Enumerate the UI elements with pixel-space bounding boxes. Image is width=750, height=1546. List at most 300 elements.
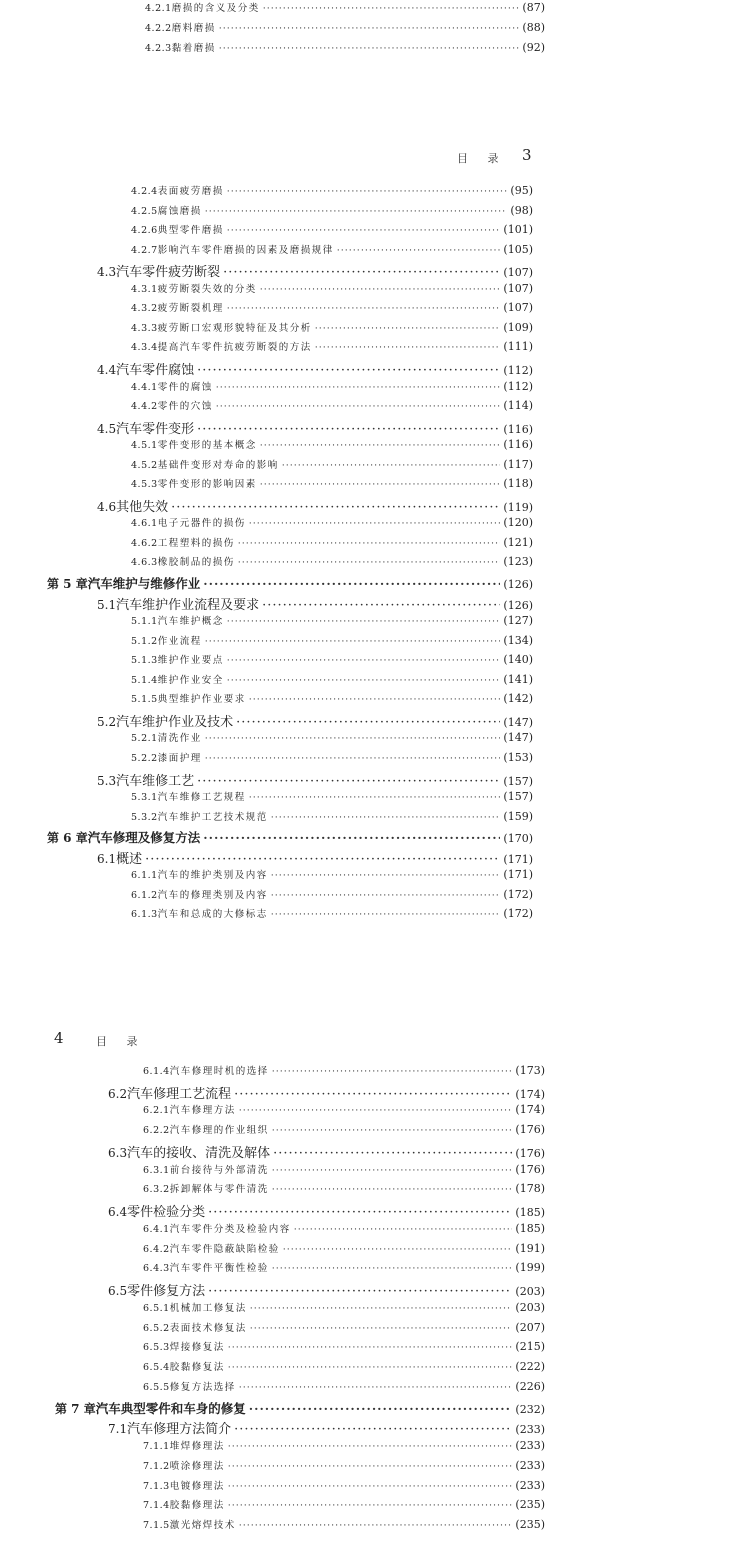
entry-number: 4.2.1 bbox=[145, 3, 172, 14]
entry-page: (95) bbox=[510, 184, 533, 197]
dot-leader bbox=[223, 265, 500, 280]
dot-leader bbox=[239, 1105, 513, 1116]
entry-page: (174) bbox=[515, 1087, 545, 1101]
toc-entry-sub bbox=[131, 789, 533, 803]
toc-entry-sub bbox=[145, 0, 545, 14]
dot-leader bbox=[228, 1342, 513, 1353]
entry-number: 6.3.2 bbox=[143, 1184, 170, 1196]
entry-title: 汽车零件疲劳断裂 bbox=[116, 265, 221, 281]
entry-title: 汽车修理的作业组织 bbox=[169, 1125, 269, 1137]
dot-leader bbox=[197, 363, 500, 378]
toc-entry-sub bbox=[131, 613, 533, 627]
entry-number: 4.4.2 bbox=[131, 401, 158, 413]
entry-page: (107) bbox=[503, 281, 533, 295]
entry-page: (157) bbox=[503, 774, 533, 788]
entry-number: 4.3.4 bbox=[131, 342, 158, 354]
dot-leader bbox=[219, 23, 520, 34]
entry-page: (121) bbox=[503, 535, 533, 549]
entry-title: 汽车典型零件和车身的修复 bbox=[95, 1400, 246, 1416]
entry-title: 零件的腐蚀 bbox=[157, 381, 213, 393]
entry-page: (88) bbox=[522, 20, 545, 34]
entry-page: (235) bbox=[515, 1498, 545, 1512]
entry-page: (170) bbox=[503, 832, 533, 846]
entry-page: (109) bbox=[503, 320, 533, 334]
toc-entry-sec bbox=[97, 594, 533, 613]
entry-page: (118) bbox=[503, 477, 533, 491]
toc-entry-sec bbox=[108, 1418, 545, 1437]
dot-leader bbox=[294, 1224, 513, 1235]
dot-leader bbox=[234, 1087, 512, 1102]
entry-page: (105) bbox=[503, 242, 533, 256]
entry-title: 零件的穴蚀 bbox=[157, 401, 213, 413]
dot-leader bbox=[315, 342, 501, 353]
entry-number: 6.5.5 bbox=[143, 1381, 170, 1393]
entry-title: 提高汽车零件抗疲劳断裂的方法 bbox=[157, 342, 312, 354]
entry-page: (92) bbox=[522, 40, 545, 54]
dot-leader bbox=[260, 284, 501, 295]
entry-number: 5.2.2 bbox=[131, 752, 158, 764]
entry-number: 6.5.3 bbox=[143, 1342, 170, 1354]
toc-entry-sub bbox=[131, 379, 533, 393]
entry-title: 汽车维护概念 bbox=[157, 616, 224, 628]
entry-number: 5.1.2 bbox=[131, 635, 158, 647]
entry-title: 焊接修复法 bbox=[169, 1342, 225, 1354]
toc-entry-sub bbox=[131, 242, 533, 256]
toc-entry-sub bbox=[143, 1458, 545, 1472]
toc-entry-sub bbox=[131, 437, 533, 451]
dot-leader bbox=[260, 479, 501, 490]
dot-leader bbox=[205, 733, 501, 744]
dot-leader bbox=[249, 792, 501, 803]
dot-leader bbox=[282, 460, 501, 471]
entry-number: 6.1.1 bbox=[131, 870, 158, 882]
entry-number: 第 6 章 bbox=[47, 831, 88, 846]
entry-title: 维护作业安全 bbox=[157, 674, 224, 686]
toc-entry-sec bbox=[97, 496, 533, 515]
entry-number: 5.1 bbox=[97, 597, 117, 612]
entry-page: (123) bbox=[503, 555, 533, 569]
entry-number: 6.2.1 bbox=[143, 1105, 170, 1117]
entry-page: (153) bbox=[503, 750, 533, 764]
dot-leader bbox=[208, 1284, 512, 1299]
entry-number: 6.5.4 bbox=[143, 1362, 170, 1374]
entry-number: 6.1.4 bbox=[143, 1066, 170, 1077]
dot-leader bbox=[249, 694, 501, 705]
entry-page: (111) bbox=[503, 340, 533, 354]
dot-leader bbox=[236, 715, 500, 730]
entry-number: 5.3.1 bbox=[131, 792, 158, 804]
entry-page: (174) bbox=[515, 1103, 545, 1117]
entry-number: 7.1.1 bbox=[143, 1441, 170, 1453]
entry-page: (126) bbox=[503, 598, 533, 612]
toc-entry-sub bbox=[143, 1517, 545, 1531]
toc-entry-sec bbox=[108, 1201, 545, 1220]
toc-entry-sec bbox=[97, 770, 533, 789]
entry-number: 6.3.1 bbox=[143, 1164, 170, 1176]
entry-title: 影响汽车零件磨损的因素及磨损规律 bbox=[157, 244, 334, 256]
dot-leader bbox=[227, 655, 501, 666]
toc-entry-sub bbox=[131, 730, 533, 744]
entry-title: 基础件变形对寿命的影响 bbox=[157, 459, 279, 471]
toc-entry-sub bbox=[131, 672, 533, 686]
entry-title: 表面疲劳磨损 bbox=[157, 186, 224, 197]
entry-page: (172) bbox=[503, 907, 533, 921]
dot-leader bbox=[262, 598, 500, 613]
toc-entry-sub bbox=[143, 1181, 545, 1195]
entry-page: (215) bbox=[515, 1340, 545, 1354]
dot-leader bbox=[238, 557, 501, 568]
entry-page: (232) bbox=[515, 1402, 545, 1416]
entry-number: 6.5.2 bbox=[143, 1322, 170, 1334]
entry-page: (233) bbox=[515, 1478, 545, 1492]
toc-entry-sub bbox=[131, 320, 533, 334]
entry-page: (107) bbox=[503, 301, 533, 315]
entry-page: (176) bbox=[515, 1146, 545, 1160]
entry-title: 汽车的修理类别及内容 bbox=[157, 889, 268, 901]
toc-entry-sub bbox=[131, 281, 533, 295]
entry-title: 修复方法选择 bbox=[169, 1381, 236, 1393]
toc-entry-sec bbox=[97, 359, 533, 378]
entry-number: 4.6 bbox=[97, 499, 117, 514]
entry-page: (112) bbox=[503, 379, 533, 393]
dot-leader bbox=[272, 1125, 513, 1136]
entry-title: 典型零件磨损 bbox=[157, 225, 224, 237]
entry-number: 4.3.3 bbox=[131, 322, 158, 334]
dot-leader bbox=[249, 1401, 513, 1416]
toc-entry-sub bbox=[143, 1241, 545, 1255]
entry-title: 汽车的接收、清洗及解体 bbox=[127, 1145, 271, 1161]
entry-title: 汽车维护与维修作业 bbox=[87, 576, 201, 591]
dot-leader bbox=[239, 1520, 513, 1531]
dot-leader bbox=[203, 830, 500, 845]
entry-number: 6.4.2 bbox=[143, 1243, 170, 1255]
entry-title: 堆焊修理法 bbox=[169, 1441, 225, 1453]
entry-title: 喷涂修理法 bbox=[169, 1460, 225, 1472]
toc-entry-sub bbox=[131, 535, 533, 549]
toc-entry-sub bbox=[131, 906, 533, 920]
entry-page: (171) bbox=[503, 868, 533, 882]
entry-title: 零件变形的影响因素 bbox=[157, 479, 257, 491]
dot-leader bbox=[238, 538, 501, 549]
entry-number: 7.1.2 bbox=[143, 1460, 170, 1472]
entry-number: 5.3.2 bbox=[131, 811, 158, 823]
toc-entry-sub bbox=[131, 691, 533, 705]
dot-leader bbox=[208, 1205, 512, 1220]
toc-entry-sub bbox=[131, 183, 533, 197]
toc-entry-sec bbox=[108, 1280, 545, 1299]
entry-title: 汽车零件分类及检验内容 bbox=[169, 1223, 291, 1235]
entry-page: (203) bbox=[515, 1300, 545, 1314]
dot-leader bbox=[227, 675, 501, 686]
entry-number: 第 5 章 bbox=[47, 577, 88, 591]
entry-number: 4.3 bbox=[97, 265, 117, 280]
toc-entry-sub bbox=[131, 515, 533, 529]
entry-page: (171) bbox=[503, 852, 533, 866]
entry-page: (114) bbox=[503, 399, 533, 413]
toc-entry-sub bbox=[143, 1320, 545, 1334]
toc-entry-sub bbox=[131, 750, 533, 764]
dot-leader bbox=[272, 1263, 513, 1274]
dot-leader bbox=[203, 576, 500, 591]
entry-number: 4.2.7 bbox=[131, 244, 158, 256]
entry-page: (176) bbox=[515, 1123, 545, 1137]
toc-entry-sub bbox=[143, 1300, 545, 1314]
dot-leader bbox=[216, 401, 501, 412]
entry-title: 汽车维护作业及技术 bbox=[116, 714, 234, 730]
dot-leader bbox=[260, 440, 501, 451]
entry-page: (87) bbox=[522, 1, 545, 14]
entry-number: 7.1.3 bbox=[143, 1480, 170, 1492]
entry-number: 4.5.3 bbox=[131, 479, 158, 491]
entry-page: (140) bbox=[503, 653, 533, 667]
entry-number: 7.1.5 bbox=[143, 1520, 170, 1532]
toc-entry-sub bbox=[131, 476, 533, 490]
toc-entry-sub bbox=[131, 398, 533, 412]
entry-title: 汽车的维护类别及内容 bbox=[157, 870, 268, 882]
entry-page: (120) bbox=[503, 516, 533, 530]
toc-entry-sub bbox=[131, 222, 533, 236]
running-header-page-number: 4 bbox=[54, 1029, 64, 1047]
entry-page: (142) bbox=[503, 692, 533, 706]
entry-number: 5.2.1 bbox=[131, 733, 158, 745]
entry-title: 电子元器件的损伤 bbox=[157, 518, 246, 530]
toc-entry-sec bbox=[97, 418, 533, 437]
entry-number: 4.5.1 bbox=[131, 440, 158, 452]
entry-number: 7.1 bbox=[108, 1422, 128, 1437]
dot-leader bbox=[228, 1441, 513, 1452]
entry-page: (185) bbox=[515, 1206, 545, 1220]
entry-title: 汽车修理及修复方法 bbox=[87, 830, 201, 846]
entry-number: 4.2.6 bbox=[131, 225, 158, 237]
dot-leader bbox=[272, 1066, 513, 1077]
dot-leader bbox=[227, 303, 501, 314]
entry-title: 黏着磨损 bbox=[171, 42, 216, 54]
dot-leader bbox=[271, 890, 501, 901]
entry-title: 其他失效 bbox=[116, 499, 169, 515]
toc-entry-sub bbox=[143, 1497, 545, 1511]
entry-title: 汽车修理时机的选择 bbox=[169, 1066, 269, 1077]
entry-title: 作业流程 bbox=[157, 635, 202, 647]
dot-leader bbox=[315, 323, 501, 334]
toc-entry-sub bbox=[143, 1162, 545, 1176]
entry-title: 汽车维护工艺技术规范 bbox=[157, 811, 268, 823]
entry-title: 磨损的含义及分类 bbox=[171, 3, 260, 14]
entry-page: (185) bbox=[515, 1221, 545, 1235]
entry-title: 汽车零件平衡性检验 bbox=[169, 1263, 269, 1275]
toc-entry-sub bbox=[131, 633, 533, 647]
entry-number: 第 7 章 bbox=[55, 1401, 96, 1416]
entry-page: (233) bbox=[515, 1423, 545, 1437]
entry-number: 4.4.1 bbox=[131, 381, 158, 393]
entry-number: 6.1 bbox=[97, 851, 117, 866]
entry-page: (235) bbox=[515, 1518, 545, 1532]
dot-leader bbox=[205, 636, 501, 647]
entry-title: 维护作业要点 bbox=[157, 655, 224, 667]
dot-leader bbox=[145, 852, 500, 867]
entry-title: 激光熔焊技术 bbox=[169, 1520, 236, 1532]
entry-number: 4.3.2 bbox=[131, 303, 158, 315]
entry-page: (107) bbox=[503, 266, 533, 280]
entry-number: 4.2.4 bbox=[131, 186, 158, 197]
toc-entry-chap bbox=[55, 1399, 545, 1417]
entry-title: 典型维护作业要求 bbox=[157, 694, 246, 706]
entry-number: 5.1.5 bbox=[131, 694, 158, 706]
toc-entry-sub bbox=[131, 887, 533, 901]
running-header-label: 目 录 bbox=[457, 152, 507, 165]
entry-page: (119) bbox=[503, 500, 533, 514]
entry-number: 6.4.3 bbox=[143, 1263, 170, 1275]
toc-entry-sub bbox=[143, 1478, 545, 1492]
entry-page: (98) bbox=[510, 203, 533, 217]
dot-leader bbox=[228, 1500, 513, 1511]
entry-number: 4.6.2 bbox=[131, 537, 158, 549]
toc-entry-sec bbox=[108, 1142, 545, 1161]
entry-title: 零件修复方法 bbox=[127, 1284, 206, 1300]
entry-page: (134) bbox=[503, 633, 533, 647]
dot-leader bbox=[239, 1382, 513, 1393]
entry-number: 5.2 bbox=[97, 714, 117, 729]
entry-number: 4.5.2 bbox=[131, 459, 158, 471]
entry-page: (191) bbox=[515, 1241, 545, 1255]
entry-page: (112) bbox=[503, 363, 533, 377]
toc-entry-sec bbox=[97, 711, 533, 730]
dot-leader bbox=[263, 3, 520, 14]
entry-title: 前台接待与外部清洗 bbox=[169, 1164, 269, 1176]
entry-title: 胶黏修理法 bbox=[169, 1500, 225, 1512]
dot-leader bbox=[171, 500, 500, 515]
dot-leader bbox=[205, 753, 501, 764]
toc-entry-sub bbox=[131, 339, 533, 353]
toc-entry-sec bbox=[108, 1083, 545, 1102]
entry-number: 5.1.4 bbox=[131, 674, 158, 686]
entry-title: 概述 bbox=[116, 851, 143, 867]
toc-entry-sub bbox=[145, 20, 545, 34]
entry-page: (147) bbox=[503, 731, 533, 745]
entry-number: 4.6.3 bbox=[131, 557, 158, 569]
dot-leader bbox=[337, 245, 501, 256]
entry-page: (116) bbox=[503, 422, 533, 436]
entry-number: 4.2.5 bbox=[131, 205, 158, 217]
toc-entry-sub bbox=[131, 300, 533, 314]
entry-title: 表面技术修复法 bbox=[169, 1322, 247, 1334]
toc-entry-sub bbox=[131, 457, 533, 471]
entry-page: (176) bbox=[515, 1162, 545, 1176]
entry-number: 4.2.2 bbox=[145, 22, 172, 34]
dot-leader bbox=[249, 518, 501, 529]
entry-title: 胶黏修复法 bbox=[169, 1362, 225, 1374]
entry-number: 6.2 bbox=[108, 1086, 128, 1101]
toc-entry-chap bbox=[47, 574, 533, 592]
entry-page: (233) bbox=[515, 1458, 545, 1472]
entry-number: 6.5.1 bbox=[143, 1302, 170, 1314]
toc-entry-sub bbox=[143, 1221, 545, 1235]
dot-leader bbox=[197, 774, 500, 789]
entry-page: (159) bbox=[503, 809, 533, 823]
toc-entry-chap bbox=[47, 828, 533, 846]
entry-number: 4.5 bbox=[97, 421, 117, 436]
dot-leader bbox=[272, 1165, 513, 1176]
entry-page: (101) bbox=[503, 223, 533, 237]
entry-title: 橡胶制品的损伤 bbox=[157, 557, 235, 569]
toc-entry-sub bbox=[131, 554, 533, 568]
dot-leader bbox=[273, 1146, 512, 1161]
entry-page: (172) bbox=[503, 887, 533, 901]
dot-leader bbox=[283, 1244, 513, 1255]
entry-title: 汽车零件隐蔽缺陷检验 bbox=[169, 1243, 280, 1255]
toc-entry-sub bbox=[143, 1122, 545, 1136]
toc-entry-sub bbox=[131, 652, 533, 666]
entry-title: 零件检验分类 bbox=[127, 1205, 206, 1221]
running-header-page-number: 3 bbox=[522, 146, 532, 164]
entry-number: 6.5 bbox=[108, 1284, 128, 1299]
dot-leader bbox=[227, 186, 508, 197]
toc-entry-sub bbox=[143, 1063, 545, 1077]
entry-page: (147) bbox=[503, 715, 533, 729]
entry-page: (117) bbox=[503, 457, 533, 471]
dot-leader bbox=[205, 206, 508, 217]
entry-title: 工程塑料的损伤 bbox=[157, 537, 235, 549]
entry-number: 4.3.1 bbox=[131, 283, 158, 295]
dot-leader bbox=[271, 909, 501, 920]
dot-leader bbox=[219, 43, 520, 54]
entry-title: 汽车修理方法 bbox=[169, 1105, 236, 1117]
entry-title: 汽车修理方法简介 bbox=[127, 1422, 232, 1438]
entry-page: (157) bbox=[503, 790, 533, 804]
toc-entry-sub bbox=[143, 1379, 545, 1393]
entry-number: 5.1.1 bbox=[131, 616, 158, 628]
entry-title: 疲劳断裂机理 bbox=[157, 303, 224, 315]
dot-leader bbox=[271, 870, 501, 881]
toc-entry-sub bbox=[143, 1359, 545, 1373]
entry-page: (233) bbox=[515, 1439, 545, 1453]
dot-leader bbox=[271, 812, 501, 823]
entry-number: 6.1.2 bbox=[131, 889, 158, 901]
entry-page: (116) bbox=[503, 438, 533, 452]
toc-entry-sec bbox=[97, 261, 533, 280]
toc-entry-sub bbox=[145, 40, 545, 54]
toc-entry-sec bbox=[97, 848, 533, 867]
toc-entry-sub bbox=[131, 809, 533, 823]
entry-number: 7.1.4 bbox=[143, 1500, 170, 1512]
running-header-label: 目 录 bbox=[96, 1035, 146, 1048]
entry-title: 疲劳断口宏观形貌特征及其分析 bbox=[157, 322, 312, 334]
toc-entry-sub bbox=[143, 1260, 545, 1274]
dot-leader bbox=[228, 1362, 513, 1373]
dot-leader bbox=[216, 382, 501, 393]
entry-title: 拆卸解体与零件清洗 bbox=[169, 1184, 269, 1196]
entry-title: 汽车修理工艺流程 bbox=[127, 1086, 232, 1102]
entry-page: (199) bbox=[515, 1261, 545, 1275]
entry-title: 机械加工修复法 bbox=[169, 1302, 247, 1314]
entry-page: (226) bbox=[515, 1379, 545, 1393]
entry-title: 汽车维护作业流程及要求 bbox=[116, 597, 260, 613]
dot-leader bbox=[227, 225, 501, 236]
toc-entry-sub bbox=[143, 1438, 545, 1452]
entry-title: 清洗作业 bbox=[157, 733, 202, 745]
dot-leader bbox=[272, 1184, 513, 1195]
entry-page: (207) bbox=[515, 1320, 545, 1334]
entry-title: 汽车和总成的大修标志 bbox=[157, 909, 268, 921]
dot-leader bbox=[234, 1422, 512, 1437]
entry-title: 漆面护理 bbox=[157, 752, 202, 764]
entry-page: (178) bbox=[515, 1182, 545, 1196]
entry-title: 腐蚀磨损 bbox=[157, 205, 202, 217]
entry-title: 汽车零件腐蚀 bbox=[116, 362, 195, 378]
toc-entry-sub bbox=[131, 203, 533, 217]
entry-number: 6.2.2 bbox=[143, 1125, 170, 1137]
entry-number: 6.4 bbox=[108, 1205, 128, 1220]
dot-leader bbox=[228, 1481, 513, 1492]
